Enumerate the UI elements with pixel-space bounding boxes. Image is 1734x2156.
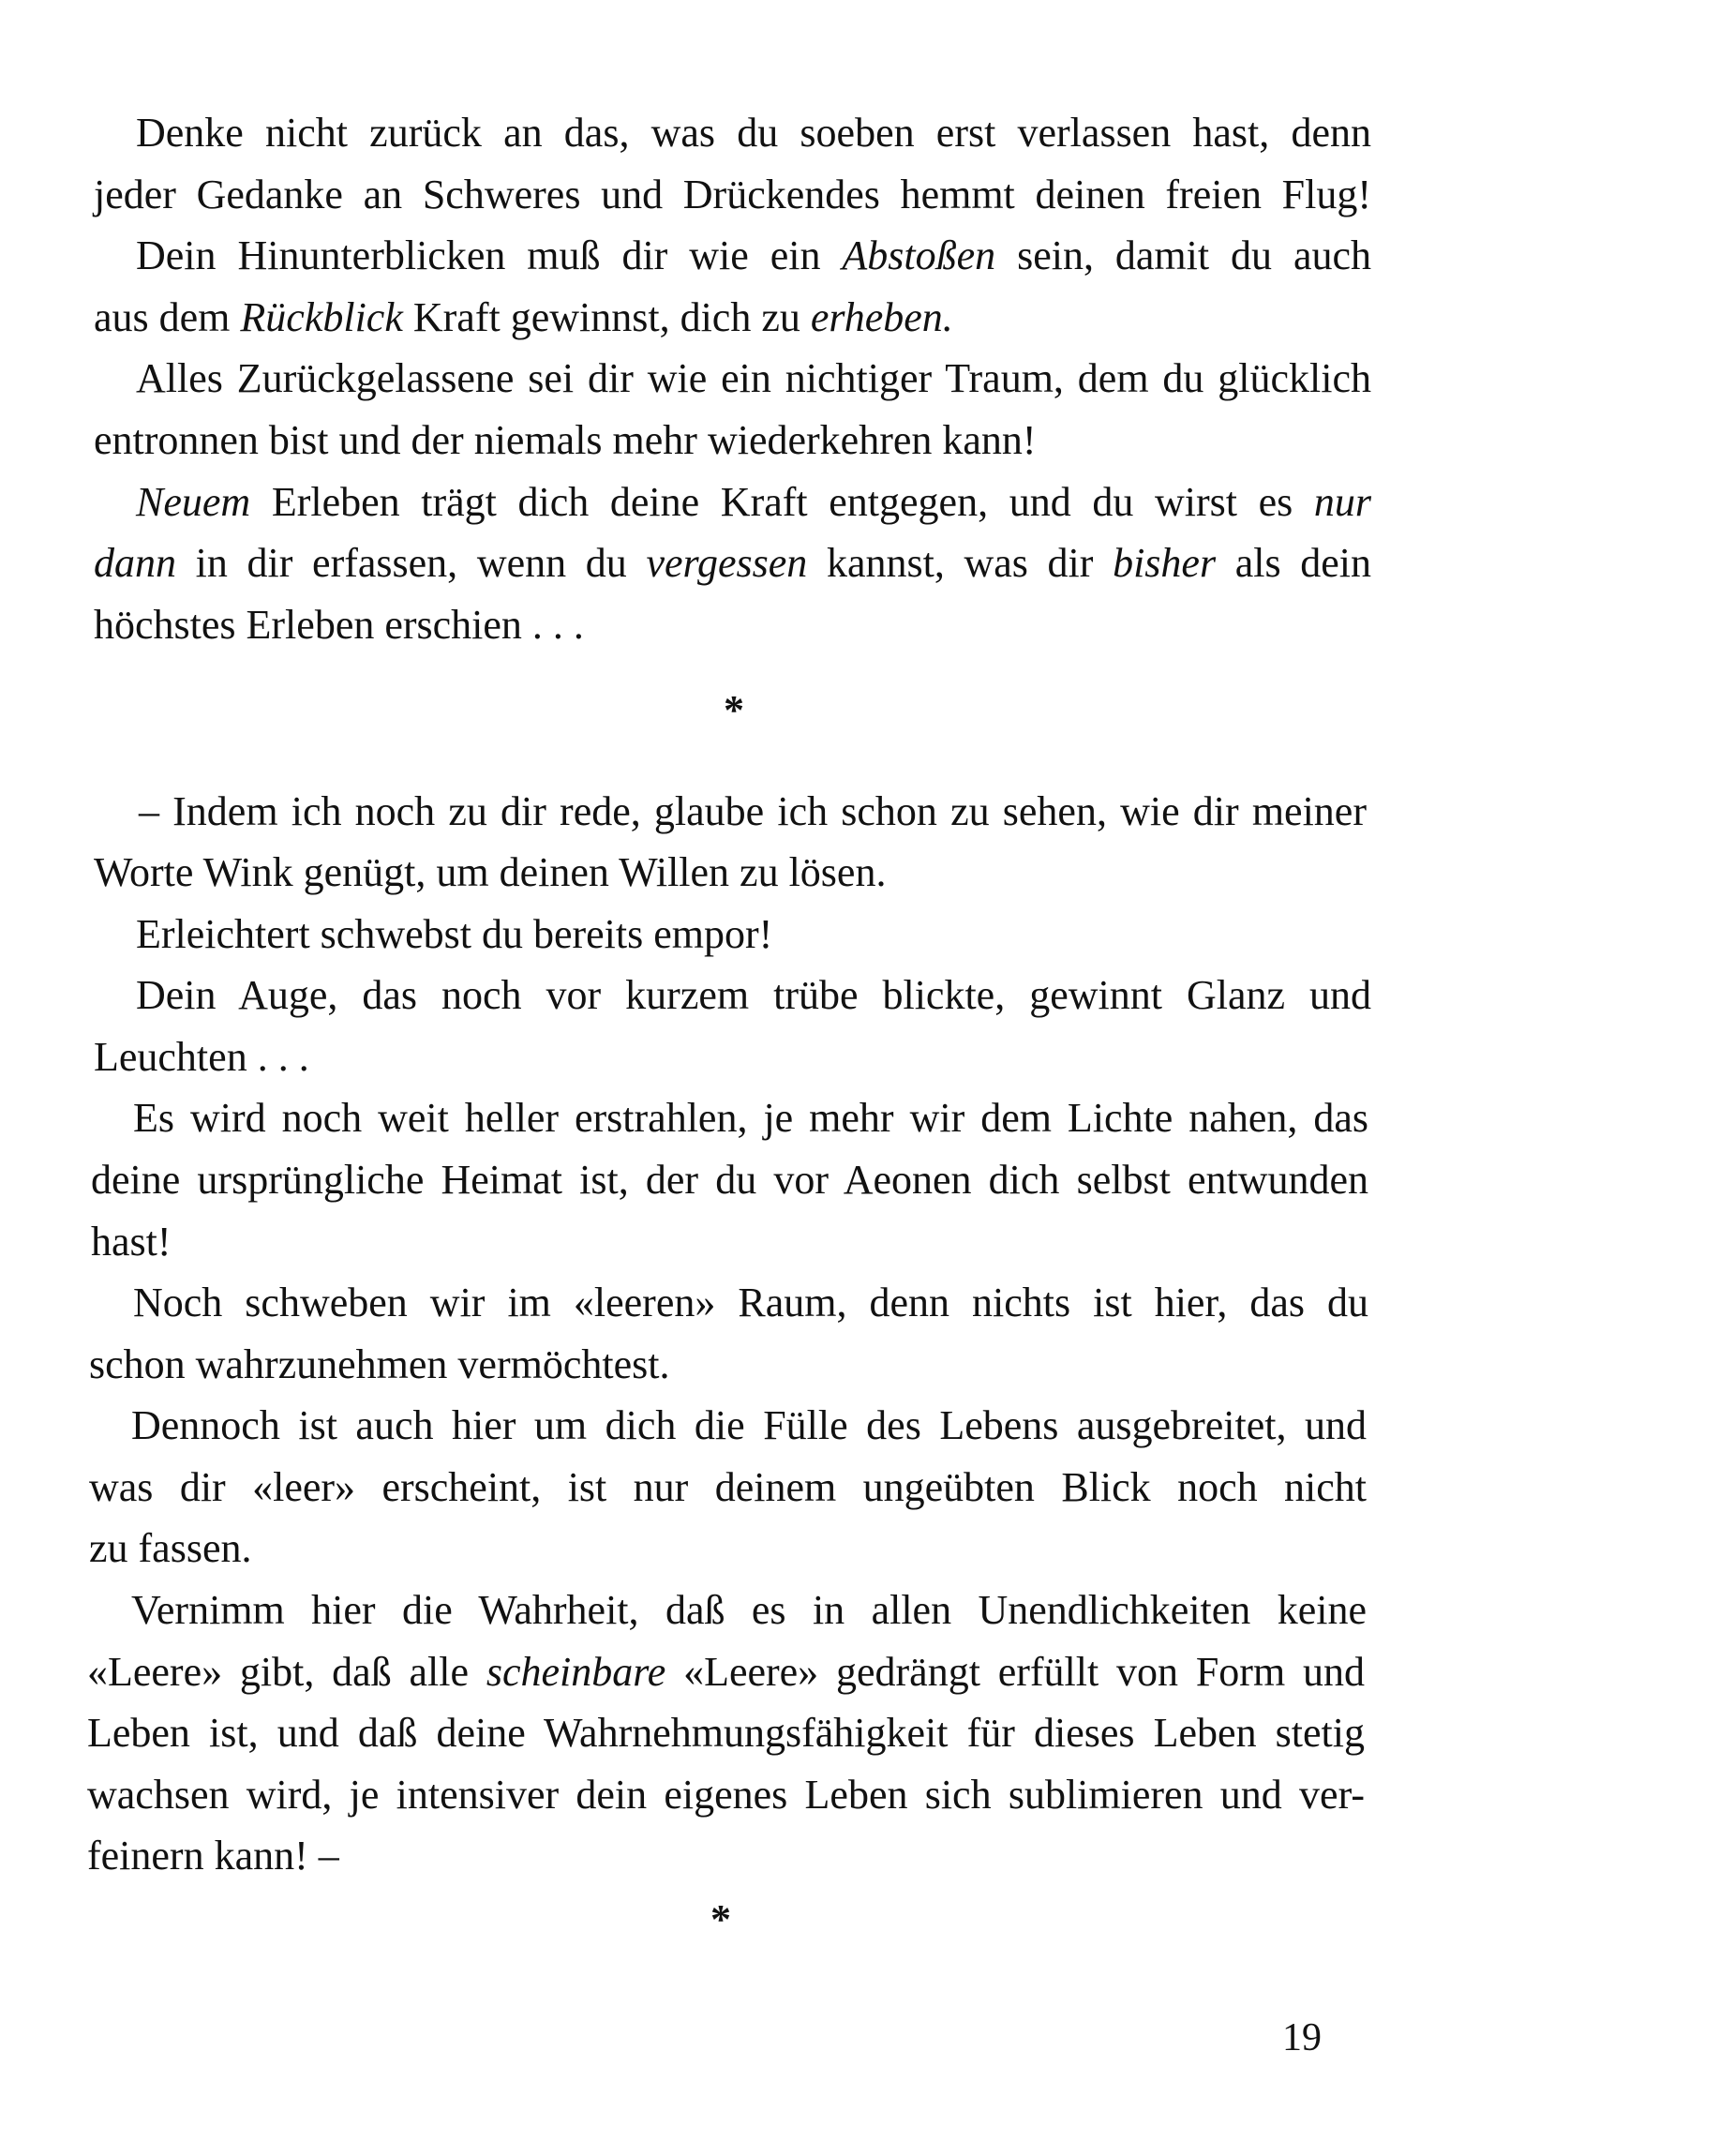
text-line <box>89 1522 252 1575</box>
text-line <box>89 1339 669 1391</box>
section-separator-end: * <box>710 1896 731 1942</box>
text-run: Alles Zurückgelassene sei dir wie ein nichtiger Traum, dem du glücklich <box>136 355 1371 401</box>
text-run: zu fassen. <box>89 1525 252 1571</box>
text-line <box>94 1031 309 1084</box>
text-line <box>139 786 1367 838</box>
text-line <box>91 1154 1368 1206</box>
text-run: kannst, was dir <box>807 540 1114 586</box>
text-run: jeder Gedanke an Schweres und Drückendes hemmt deinen freien Flug! <box>94 172 1371 217</box>
text-run: Leben ist, und daß deine Wahrnehmungsfähigkeit für dieses Leben stetig <box>87 1710 1365 1756</box>
text-run: Worte Wink genügt, um deinen Willen zu lösen. <box>94 849 887 895</box>
text-line <box>131 1584 1367 1637</box>
text-line <box>87 1830 339 1882</box>
italic-emphasis: Abstoßen <box>842 232 996 278</box>
text-run: entronnen bist und der niemals mehr wiederkehren kann! <box>94 417 1037 463</box>
italic-emphasis: scheinbare <box>486 1649 666 1695</box>
text-line <box>91 1216 172 1268</box>
page-number: 19 <box>1282 2016 1322 2059</box>
text-run: Kraft gewinnst, dich zu <box>402 294 811 340</box>
text-line <box>136 476 1371 529</box>
text-line <box>136 969 1371 1022</box>
text-run: Noch schweben wir im «leeren» Raum, denn nichts ist hier, das du <box>133 1280 1368 1325</box>
text-line <box>94 846 886 899</box>
text-line <box>87 1707 1365 1759</box>
text-run: hast! <box>91 1219 172 1265</box>
text-run: wachsen wird, je intensiver dein eigenes Leben sich sublimieren und ver- <box>87 1772 1365 1818</box>
text-run: höchstes Erleben erschien . . . <box>94 602 584 648</box>
text-run: in dir erfassen, wenn du <box>176 540 647 586</box>
text-line <box>87 1646 1365 1699</box>
text-line <box>87 1769 1365 1821</box>
text-run: feinern kann! – <box>87 1833 339 1879</box>
text-run: Vernimm hier die Wahrheit, daß es in allen Unendlichkeiten keine <box>131 1587 1367 1633</box>
text-line <box>136 352 1371 405</box>
text-line <box>89 1461 1367 1514</box>
text-line <box>136 908 772 961</box>
text-run: aus dem <box>94 294 241 340</box>
italic-emphasis: Rückblick <box>240 294 403 340</box>
text-run: «Leere» gibt, daß alle <box>87 1649 486 1695</box>
text-run: Dennoch ist auch hier um dich die Fülle des Lebens ausgebreitet, und <box>131 1402 1367 1448</box>
text-run: Erleben trägt dich deine Kraft entgegen, und du wirst es <box>250 479 1314 525</box>
text-line <box>94 292 953 344</box>
text-line <box>136 107 1371 159</box>
text-run: Es wird noch weit heller erstrahlen, je mehr wir dem Lichte nahen, das <box>133 1095 1368 1141</box>
italic-emphasis: bisher <box>1113 540 1217 586</box>
text-line <box>94 169 1371 221</box>
text-line <box>94 537 1371 590</box>
text-run: «Leere» gedrängt erfüllt von Form und <box>665 1649 1365 1695</box>
text-run: deine ursprüngliche Heimat ist, der du vor Aeonen dich selbst entwunden <box>91 1157 1368 1203</box>
text-run: Dein Auge, das noch vor kurzem trübe blickte, gewinnt Glanz und <box>136 972 1371 1018</box>
text-line <box>94 599 584 651</box>
text-run: – Indem ich noch zu dir rede, glaube ich schon zu sehen, wie dir meiner <box>139 788 1367 834</box>
text-line <box>94 414 1037 467</box>
text-run: als dein <box>1216 540 1372 586</box>
italic-emphasis: nur <box>1313 479 1371 525</box>
text-line <box>133 1092 1368 1145</box>
text-run: Denke nicht zurück an das, was du soeben erst verlassen hast, denn <box>136 110 1371 156</box>
italic-emphasis: dann <box>94 540 176 586</box>
text-run: was dir «leer» erscheint, ist nur deinem ungeübten Blick noch nicht <box>89 1464 1367 1510</box>
text-run: Leuchten . . . <box>94 1034 309 1080</box>
text-run: sein, damit du auch <box>995 232 1372 278</box>
text-line <box>133 1277 1368 1329</box>
text-line <box>131 1400 1367 1452</box>
text-line <box>136 230 1371 282</box>
italic-emphasis: Neuem <box>136 479 251 525</box>
italic-emphasis: vergessen <box>646 540 808 586</box>
text-run: Dein Hinunterblicken muß dir wie ein <box>136 232 843 278</box>
section-separator: * <box>724 687 744 733</box>
text-run: schon wahrzunehmen vermöchtest. <box>89 1341 670 1387</box>
italic-emphasis: erheben. <box>810 294 953 340</box>
text-run: Erleichtert schwebst du bereits empor! <box>136 911 773 957</box>
